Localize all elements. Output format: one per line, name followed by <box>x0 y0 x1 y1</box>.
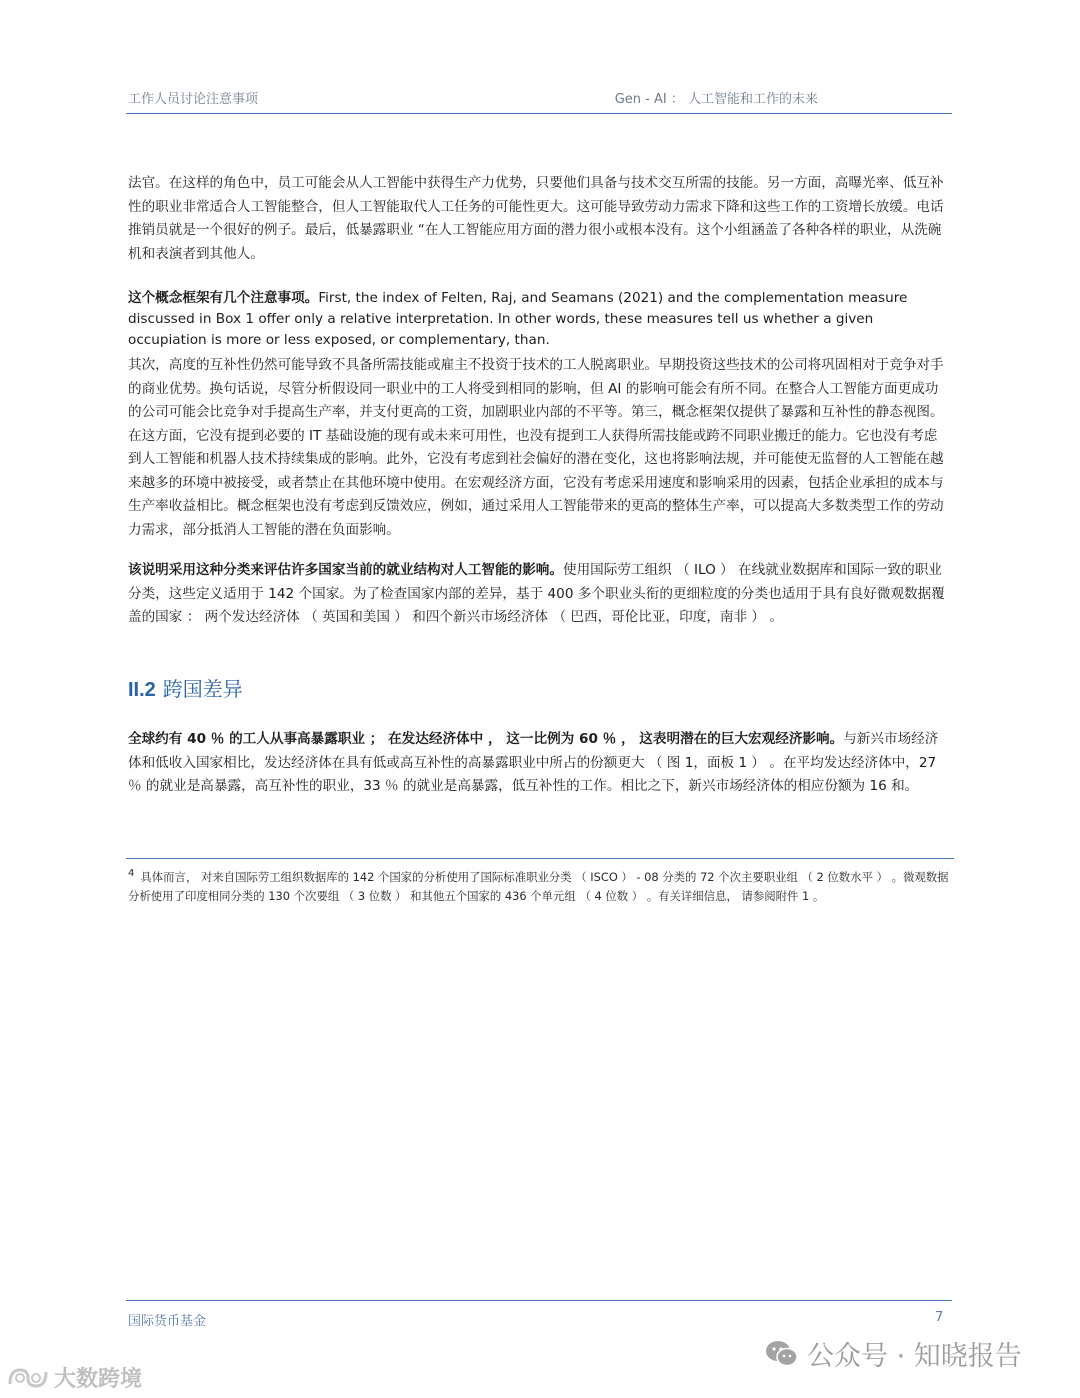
section-number: II.2 <box>128 679 156 701</box>
paragraph-classification <box>128 559 948 630</box>
section-title: 跨国差异 <box>162 677 243 701</box>
running-header-right: Gen - AI ： 人工智能和工作的未来 <box>614 92 818 107</box>
footnote-text: 具体而言， 对来自国际劳工组织数据库的 142 个国家的分析使用了国际标准职业分类 （ ISCO ） - 08 分类的 72 个次主要职业组 （ 2 位数水平 ） 。微观数据分析使用了印度相同分类的 130 个次要组 （ 3 位数 ） 和其他五个国家的 436 个单元组 （ 4 位数 ） 。有关详细信息， 请参阅附件 1 。 <box>128 869 949 903</box>
paragraph-occupation-roles: 法官。在这样的角色中，员工可能会从人工智能中获得生产力优势，只要他们具备与技术交互所需的技能。另一方面，高曝光率、低互补性的职业非常适合人工智能整合，但人工智能取代人工任务的可能性更大。这可能导致劳动力需求下降和这些工作的工资增长放缓。电话推销员就是一个很好的例子。最后，低暴露职业 “在人工智能应用方面的潜力很小或根本没有。这个小组涵盖了各种各样的职业，从洗碗机和表演者到其他人。 <box>128 175 944 262</box>
footnote-divider <box>126 858 954 859</box>
watermark-wechat-text: 公众号 · 知晓报告 <box>807 1341 1022 1372</box>
watermark-brand <box>6 1362 142 1393</box>
footer-divider <box>126 1300 952 1301</box>
footnote <box>128 864 958 906</box>
watermark-brand-text: 大数跨境 <box>54 1367 143 1392</box>
paragraph-classification-body: 使用国际劳工组织 （ ILO ） 在线就业数据库和国际一致的职业分类，这些定义适用于 142 个国家。为了检查国家内部的差异，基于 400 多个职业头衔的更细粒度的分类也适用于具有良好微观数据覆盖的国家 ： 两个发达经济体 （ 英国和美国 ） 和四个新兴市场经济体 （ 巴西，哥伦比亚，印度，南非 ） 。 <box>128 562 945 625</box>
paragraph-caveats <box>128 288 948 351</box>
paragraph-classification-lead: 该说明采用这种分类来评估许多国家当前的就业结构对人工智能的影响。 <box>128 562 563 578</box>
footer-organization: 国际货币基金 <box>128 1314 207 1329</box>
wechat-icon <box>765 1339 799 1369</box>
paragraph-caveats-lead: 这个概念框架有几个注意事项。 <box>128 290 319 306</box>
watermark-wechat <box>765 1334 1022 1373</box>
section-heading <box>128 673 243 702</box>
footnote-marker: 4 <box>128 868 135 879</box>
paragraph-second-caveat: 其次，高度的互补性仍然可能导致不具备所需技能或雇主不投资于技术的工人脱离职业。早期投资这些技术的公司将巩固相对于竞争对手的商业优势。换句话说，尽管分析假设同一职业中的工人将受到相同的影响，但 AI 的影响可能会有所不同。在整合人工智能方面更成功的公司可能会比竞争对手提高生产率，并支付更高的工资，加剧职业内部的不平等。第三，概念框架仅提供了暴露和互补性的静态视图。在这方面，它没有提到必要的 IT 基础设施的现有或未来可用性，也没有提到工人获得所需技能或跨不同职业搬迁的能力。它也没有考虑到人工智能和机器人技术持续集成的影响。此外，它没有考虑到社会偏好的潜在变化，这也将影响法规，并可能使无监督的人工智能在越来越多的环境中被接受，或者禁止在其他环境中使用。在宏观经济方面，它没有考虑采用速度和影响采用的因素，包括企业承担的成本与生产率收益相比。概念框架也没有考虑到反馈效应，例如，通过采用人工智能带来的更高的整体生产率，可以提高大多数类型工作的劳动力需求，部分抵消人工智能的潜在负面影响。 <box>128 357 944 538</box>
paragraph-global-exposure <box>128 728 948 799</box>
logo-icon <box>6 1364 50 1392</box>
header-divider <box>126 113 952 114</box>
page-number: 7 <box>935 1310 944 1325</box>
running-header-left: 工作人员讨论注意事项 <box>128 92 259 107</box>
paragraph-caveats-body: First, the index of Felten, Raj, and Seamans (2021) and the complementation measure discussed in Box 1 offer only a relative interpretation. In other words, these measures tell us whether a given occupiation is more or less exposed, or complementary, than. <box>128 290 908 348</box>
paragraph-global-exposure-body: 与新兴市场经济体和低收入国家相比，发达经济体在具有低或高互补性的高暴露职业中所占的份额更大 （ 图 1，面板 1 ） 。在平均发达经济体中，27 ％ 的就业是高暴露，高互补性的职业，33 ％ 的就业是高暴露，低互补性的工作。相比之下，新兴市场经济体的相应份额为 16 和。 <box>128 731 939 794</box>
paragraph-global-exposure-lead: 全球约有 40 ％ 的工人从事高暴露职业 ； 在发达经济体中 ， 这一比例为 60 ％ ， 这表明潜在的巨大宏观经济影响。 <box>128 731 844 747</box>
